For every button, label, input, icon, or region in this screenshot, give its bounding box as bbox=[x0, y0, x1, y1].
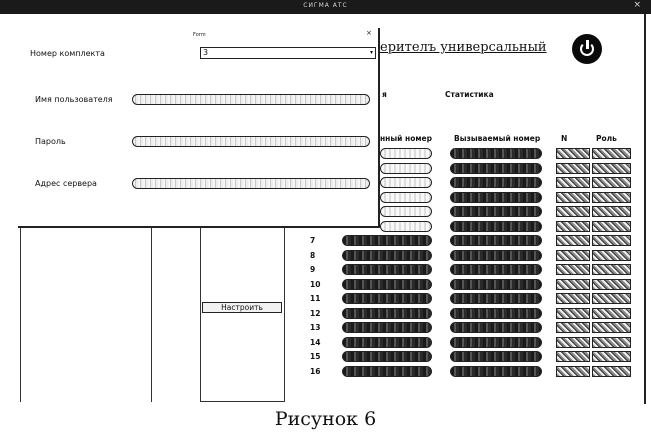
called-number-field[interactable] bbox=[450, 221, 542, 232]
row-number-label: 9 bbox=[310, 265, 316, 274]
caller-number-field[interactable] bbox=[380, 148, 432, 159]
caller-number-field[interactable] bbox=[380, 163, 432, 174]
login-dialog bbox=[18, 28, 380, 228]
called-number-field[interactable] bbox=[450, 163, 542, 174]
window-title: СИГМА АТС bbox=[303, 2, 348, 9]
called-number-field[interactable] bbox=[450, 308, 542, 319]
called-number-field[interactable] bbox=[450, 192, 542, 203]
called-number-field[interactable] bbox=[450, 279, 542, 290]
called-number-field[interactable] bbox=[450, 293, 542, 304]
role-select[interactable] bbox=[592, 177, 631, 188]
caller-number-field[interactable] bbox=[342, 293, 432, 304]
caller-number-field[interactable] bbox=[380, 192, 432, 203]
password-field[interactable] bbox=[132, 136, 370, 147]
configure-button[interactable]: Настроить bbox=[202, 302, 282, 313]
called-number-field[interactable] bbox=[450, 322, 542, 333]
chevron-down-icon[interactable]: ▾ bbox=[369, 49, 373, 56]
row-number-label: 15 bbox=[310, 352, 321, 361]
caller-number-field[interactable] bbox=[380, 221, 432, 232]
role-select[interactable] bbox=[592, 366, 631, 377]
n-spinbox[interactable] bbox=[556, 293, 590, 304]
called-number-field[interactable] bbox=[450, 351, 542, 362]
role-select[interactable] bbox=[592, 250, 631, 261]
row-number-label: 7 bbox=[310, 236, 316, 245]
n-spinbox[interactable] bbox=[556, 279, 590, 290]
n-spinbox[interactable] bbox=[556, 337, 590, 348]
dialog-close-icon[interactable]: × bbox=[366, 29, 372, 37]
called-number-field[interactable] bbox=[450, 264, 542, 275]
password-label: Пароль bbox=[35, 137, 66, 146]
role-select[interactable] bbox=[592, 192, 631, 203]
n-spinbox[interactable] bbox=[556, 206, 590, 217]
row-number-label: 12 bbox=[310, 309, 321, 318]
n-spinbox[interactable] bbox=[556, 163, 590, 174]
called-number-field[interactable] bbox=[450, 250, 542, 261]
role-select[interactable] bbox=[592, 351, 631, 362]
n-spinbox[interactable] bbox=[556, 351, 590, 362]
caller-number-field[interactable] bbox=[380, 206, 432, 217]
caller-number-field[interactable] bbox=[380, 177, 432, 188]
header-role: Роль bbox=[596, 134, 617, 143]
n-spinbox[interactable] bbox=[556, 366, 590, 377]
header-caller-number: нный номер bbox=[380, 134, 432, 143]
called-number-field[interactable] bbox=[450, 235, 542, 246]
role-select[interactable] bbox=[592, 322, 631, 333]
role-select[interactable] bbox=[592, 279, 631, 290]
caller-number-field[interactable] bbox=[342, 308, 432, 319]
row-number-label: 10 bbox=[310, 280, 321, 289]
left-pane bbox=[20, 226, 152, 402]
called-number-field[interactable] bbox=[450, 177, 542, 188]
app-title: ерителъ универсальный bbox=[380, 40, 547, 55]
caller-number-field[interactable] bbox=[342, 279, 432, 290]
kit-number-value: 3 bbox=[203, 48, 209, 57]
role-select[interactable] bbox=[592, 163, 631, 174]
n-spinbox[interactable] bbox=[556, 235, 590, 246]
row-number-label: 14 bbox=[310, 338, 321, 347]
role-select[interactable] bbox=[592, 293, 631, 304]
window-titlebar bbox=[0, 0, 651, 14]
role-select[interactable] bbox=[592, 206, 631, 217]
caller-number-field[interactable] bbox=[342, 322, 432, 333]
role-select[interactable] bbox=[592, 264, 631, 275]
kit-number-select[interactable] bbox=[200, 47, 376, 59]
header-n: N bbox=[561, 134, 568, 143]
n-spinbox[interactable] bbox=[556, 250, 590, 261]
caller-number-field[interactable] bbox=[342, 337, 432, 348]
dialog-title: Form bbox=[193, 32, 206, 38]
n-spinbox[interactable] bbox=[556, 264, 590, 275]
row-number-label: 13 bbox=[310, 323, 321, 332]
n-spinbox[interactable] bbox=[556, 308, 590, 319]
called-number-field[interactable] bbox=[450, 337, 542, 348]
username-label: Имя пользователя bbox=[35, 95, 113, 104]
header-called-number: Вызываемый номер bbox=[454, 134, 541, 143]
window-close-icon[interactable]: × bbox=[633, 0, 641, 10]
called-number-field[interactable] bbox=[450, 366, 542, 377]
n-spinbox[interactable] bbox=[556, 221, 590, 232]
server-address-label: Адрес сервера bbox=[35, 179, 97, 188]
tab-statistics[interactable]: Статистика bbox=[445, 90, 494, 99]
kit-number-label: Номер комплекта bbox=[30, 49, 105, 58]
tab-settings[interactable]: я bbox=[382, 90, 387, 99]
called-number-field[interactable] bbox=[450, 148, 542, 159]
row-number-label: 16 bbox=[310, 367, 321, 376]
caller-number-field[interactable] bbox=[342, 366, 432, 377]
caller-number-field[interactable] bbox=[342, 235, 432, 246]
role-select[interactable] bbox=[592, 308, 631, 319]
role-select[interactable] bbox=[592, 148, 631, 159]
row-number-label: 11 bbox=[310, 294, 321, 303]
power-button[interactable] bbox=[572, 34, 602, 64]
n-spinbox[interactable] bbox=[556, 148, 590, 159]
role-select[interactable] bbox=[592, 235, 631, 246]
caller-number-field[interactable] bbox=[342, 250, 432, 261]
row-number-label: 8 bbox=[310, 251, 316, 260]
username-field[interactable] bbox=[132, 94, 370, 105]
caller-number-field[interactable] bbox=[342, 264, 432, 275]
n-spinbox[interactable] bbox=[556, 322, 590, 333]
called-number-field[interactable] bbox=[450, 206, 542, 217]
n-spinbox[interactable] bbox=[556, 192, 590, 203]
n-spinbox[interactable] bbox=[556, 177, 590, 188]
caller-number-field[interactable] bbox=[342, 351, 432, 362]
figure-caption: Рисунок 6 bbox=[274, 408, 377, 430]
server-address-field[interactable] bbox=[132, 178, 370, 189]
role-select[interactable] bbox=[592, 221, 631, 232]
role-select[interactable] bbox=[592, 337, 631, 348]
config-pane bbox=[200, 226, 285, 402]
